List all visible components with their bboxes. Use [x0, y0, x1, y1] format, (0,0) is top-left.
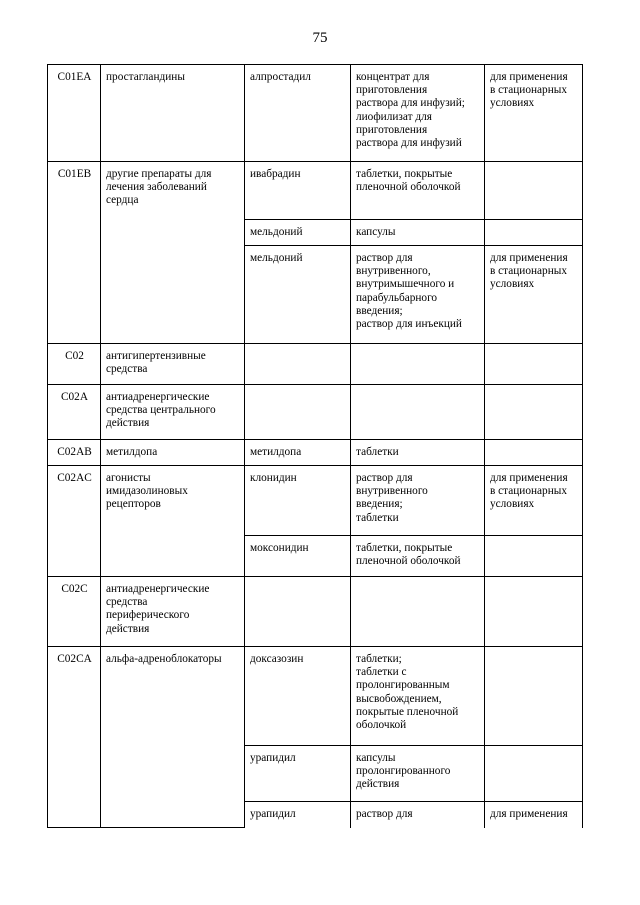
drug-name — [245, 385, 351, 440]
group-name: антиадренергические средства центрального действия — [101, 385, 245, 440]
drug-name: метилдопа — [245, 440, 351, 466]
table-row — [48, 466, 583, 536]
drug-name: алпростадил — [245, 65, 351, 162]
usage-note — [485, 746, 583, 802]
group-name: антиадренергические средства периферического действия — [101, 577, 245, 647]
usage-note — [485, 577, 583, 647]
group-name: метилдопа — [101, 440, 245, 466]
table-row — [48, 344, 583, 385]
table-row — [48, 65, 583, 162]
dosage-form: раствор для — [351, 802, 485, 828]
drug-name: мельдоний — [245, 246, 351, 344]
drug-table — [47, 64, 583, 828]
drug-name — [245, 577, 351, 647]
table-row — [48, 385, 583, 440]
drug-name: доксазозин — [245, 647, 351, 746]
atc-code: C02C — [48, 577, 101, 647]
drug-name: клонидин — [245, 466, 351, 536]
usage-note — [485, 162, 583, 220]
usage-note — [485, 536, 583, 577]
atc-code: C02CA — [48, 647, 101, 828]
usage-note — [485, 440, 583, 466]
dosage-form: таблетки, покрытые пленочной оболочкой — [351, 162, 485, 220]
usage-note: для применения — [485, 802, 583, 828]
dosage-form: капсулы пролонгированного действия — [351, 746, 485, 802]
atc-code: C02A — [48, 385, 101, 440]
table-row — [48, 162, 583, 220]
usage-note — [485, 385, 583, 440]
drug-name — [245, 344, 351, 385]
drug-name: мельдоний — [245, 220, 351, 246]
dosage-form — [351, 577, 485, 647]
table-row — [48, 647, 583, 746]
drug-name: урапидил — [245, 802, 351, 828]
drug-name: ивабрадин — [245, 162, 351, 220]
table-row — [48, 577, 583, 647]
dosage-form: таблетки, покрытые пленочной оболочкой — [351, 536, 485, 577]
group-name: другие препараты для лечения заболеваний сердца — [101, 162, 245, 344]
atc-code: C02AC — [48, 466, 101, 577]
page-number: 75 — [312, 30, 328, 46]
table-row — [48, 440, 583, 466]
atc-code: C01EB — [48, 162, 101, 344]
group-name: простагландины — [101, 65, 245, 162]
usage-note — [485, 344, 583, 385]
usage-note: для применения в стационарных условиях — [485, 246, 583, 344]
dosage-form: таблетки; таблетки с пролонгированным высвобождением, покрытые пленочной оболочкой — [351, 647, 485, 746]
group-name: агонисты имидазолиновых рецепторов — [101, 466, 245, 577]
atc-code: C01EA — [48, 65, 101, 162]
group-name: альфа-адреноблокаторы — [101, 647, 245, 828]
atc-code: C02 — [48, 344, 101, 385]
dosage-form: раствор для внутривенного введения; таблетки — [351, 466, 485, 536]
drug-name: моксонидин — [245, 536, 351, 577]
usage-note — [485, 647, 583, 746]
group-name: антигипертензивные средства — [101, 344, 245, 385]
dosage-form — [351, 344, 485, 385]
atc-code: C02AB — [48, 440, 101, 466]
dosage-form: таблетки — [351, 440, 485, 466]
usage-note: для применения в стационарных условиях — [485, 466, 583, 536]
dosage-form — [351, 385, 485, 440]
usage-note — [485, 220, 583, 246]
dosage-form: концентрат для приготовления раствора для инфузий; лиофилизат для приготовления раствора для инфузий — [351, 65, 485, 162]
drug-name: урапидил — [245, 746, 351, 802]
dosage-form: раствор для внутривенного, внутримышечного и парабульбарного введения; раствор для инъекций — [351, 246, 485, 344]
usage-note: для применения в стационарных условиях — [485, 65, 583, 162]
dosage-form: капсулы — [351, 220, 485, 246]
